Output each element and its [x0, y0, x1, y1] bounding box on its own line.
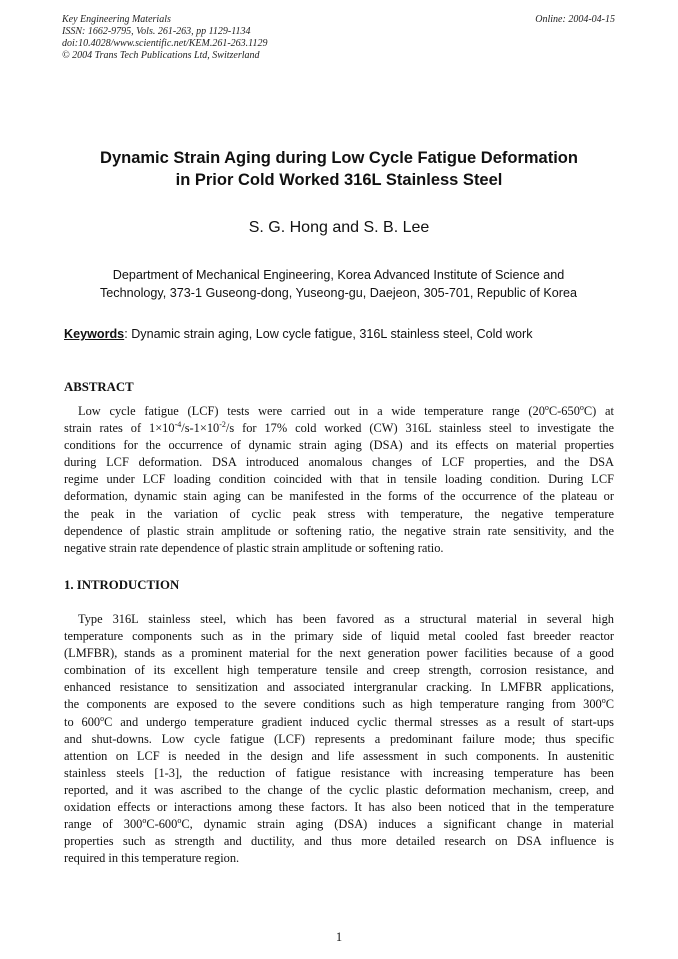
abstract-line: the peak in the variation of cyclic peak stress with temperature, the negative temperature — [64, 506, 614, 521]
intro-line: combination of its excellent high temperature tensile and creep strength, corrosion resistance, and — [64, 663, 614, 678]
intro-line: Type 316L stainless steel, which has been favored as a structural material in several high — [78, 612, 614, 626]
superscript: o — [100, 713, 105, 723]
superscript: o — [544, 403, 549, 412]
text-run: /s for 17% cold worked (CW) 316L stainless steel to investigate the — [225, 421, 614, 436]
abstract-line: regime under LCF loading condition coincided with that in tensile loading condition. During LCF — [64, 472, 614, 487]
intro-line — [64, 714, 614, 731]
intro-line: oxidation effects or interactions among these factors. It has also been noticed that in the temperature — [64, 800, 614, 815]
text-run: Low cycle fatigue (LCF) tests were carried out in a wide temperature range (20 — [78, 404, 545, 418]
online-date: Online: 2004-04-15 — [535, 14, 615, 25]
abstract-line: conditions for the occurrence of dynamic strain aging (DSA) and its effects on material properties — [64, 438, 614, 453]
superscript: o — [579, 403, 584, 412]
paper-title — [40, 147, 638, 191]
journal-header — [62, 14, 615, 62]
intro-line: attention on LCF is needed in the design and life assessment in such components. In austenitic — [64, 748, 614, 763]
keywords-label: Keywords — [64, 327, 125, 341]
text-run: C — [605, 697, 614, 712]
superscript: -4 — [174, 420, 182, 430]
abstract-line: deformation, dynamic stain aging can be manifested in the forms of the occurrence of the plateau or — [64, 489, 614, 504]
journal-doi: doi:10.4028/www.scientific.net/KEM.261-263.1129 — [62, 38, 268, 49]
intro-line: stainless steels [1-3], the reduction of fatigue resistance with increasing temperature has been — [64, 765, 614, 780]
text-run: the components are exposed to the severe conditions such as high temperature ranging from 300 — [64, 697, 602, 712]
superscript: o — [142, 816, 147, 826]
text-run: C and undergo temperature gradient induced cyclic thermal stresses as a result of start-ups — [104, 714, 615, 729]
text-run: range of 300 — [64, 817, 143, 832]
text-run: /s-1×10 — [181, 421, 220, 436]
paper-title-line-2: in Prior Cold Worked 316L Stainless Steel — [175, 171, 503, 189]
paper-authors: S. G. Hong and S. B. Lee — [248, 219, 430, 236]
text-run: C) at — [583, 404, 614, 418]
introduction-paragraph — [64, 611, 614, 867]
text-run: strain rates of 1×10 — [64, 421, 175, 436]
intro-line: and shut-downs. Low cycle fatigue (LCF) represents a predominant failure mode; thus specific — [64, 731, 614, 746]
abstract-line — [64, 420, 614, 437]
introduction-heading: 1. INTRODUCTION — [64, 578, 180, 592]
intro-line: temperature components such as in the primary side of liquid metal cooled fast breeder reactor — [64, 629, 614, 644]
text-run: C-600 — [146, 817, 178, 832]
intro-line: properties such as strength and ductility, and thus more detailed research on DSA influence is — [64, 834, 614, 849]
abstract-line: dependence of plastic strain amplitude or softening ratio, the negative strain rate sensitivity, and the — [64, 523, 614, 538]
paper-title-line-1: Dynamic Strain Aging during Low Cycle Fatigue Deformation — [100, 149, 578, 167]
abstract-line: negative strain rate dependence of plastic strain amplitude or softening ratio. — [64, 540, 444, 555]
text-run: to 600 — [64, 714, 101, 729]
page-number: 1 — [335, 930, 343, 944]
affiliation-line-1: Department of Mechanical Engineering, Korea Advanced Institute of Science and — [112, 268, 565, 282]
intro-line: required in this temperature region. — [64, 851, 240, 866]
keywords-text: : Dynamic strain aging, Low cycle fatigue, 316L stainless steel, Cold work — [124, 327, 533, 341]
text-run: C-650 — [548, 404, 580, 418]
superscript: -2 — [219, 420, 226, 430]
intro-line: reported, and it was ascribed to the change of the cyclic plastic deformation mechanism, creep, and — [64, 782, 614, 797]
intro-line: (LMFBR), stands as a prominent material for the next generation power facilities because of a good — [64, 646, 614, 661]
intro-line: enhanced resistance to sensitization and associated intergranular cracking. In LMFBR applications, — [64, 680, 614, 695]
intro-line — [64, 816, 614, 833]
affiliation-line-2: Technology, 373-1 Guseong-dong, Yuseong-gu, Daejeon, 305-701, Republic of Korea — [99, 286, 578, 300]
journal-issn: ISSN: 1662-9795, Vols. 261-263, pp 1129-1134 — [62, 26, 251, 37]
superscript: o — [601, 696, 606, 706]
superscript: o — [177, 816, 182, 826]
journal-copyright: © 2004 Trans Tech Publications Ltd, Switzerland — [62, 50, 260, 61]
author-affiliation — [62, 266, 615, 302]
abstract-paragraph — [64, 403, 614, 557]
abstract-heading: ABSTRACT — [64, 380, 134, 394]
journal-name: Key Engineering Materials — [62, 14, 171, 25]
intro-line — [64, 696, 614, 713]
abstract-line: during LCF deformation. DSA introduced anomalous changes of LCF properties, and the DSA — [64, 455, 614, 470]
keywords-line — [64, 325, 624, 343]
text-run: C, dynamic strain aging (DSA) induces a significant change in material — [181, 817, 614, 832]
abstract-line — [64, 403, 614, 420]
